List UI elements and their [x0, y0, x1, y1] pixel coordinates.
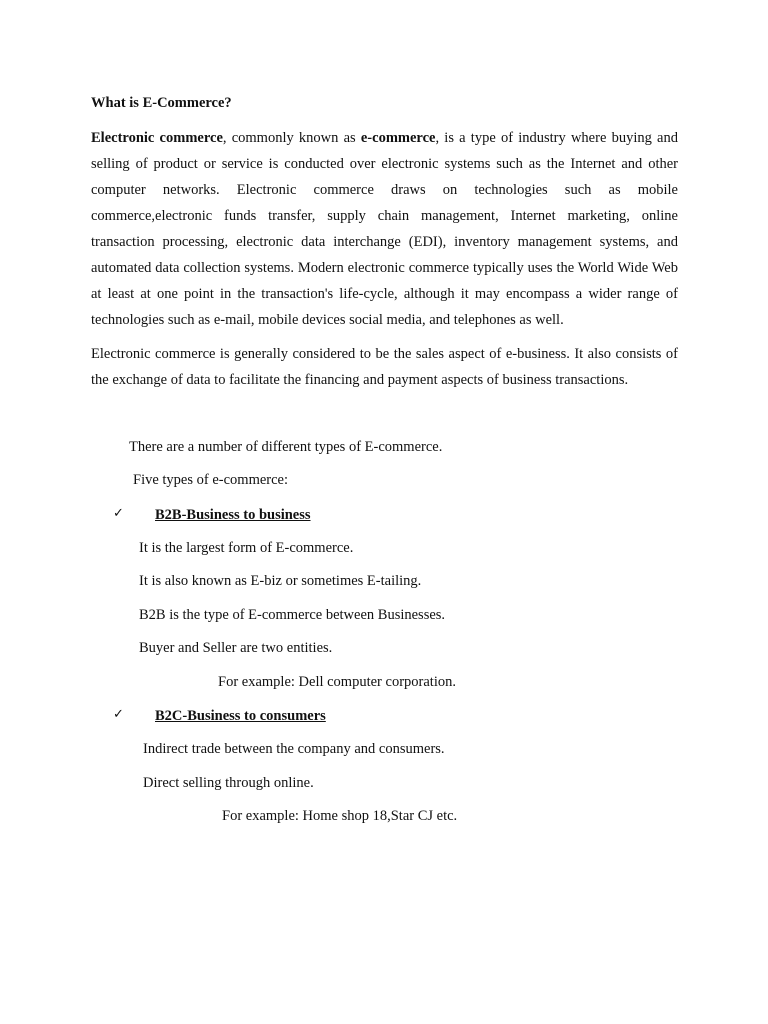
types-count-line: Five types of e-commerce:	[133, 472, 289, 488]
intro-paragraph	[91, 125, 678, 333]
b2b-title: B2B-Business to business	[155, 507, 311, 523]
b2b-line: Buyer and Seller are two entities.	[139, 640, 333, 656]
intro-abbr: e-commerce	[360, 130, 436, 146]
types-intro-line: There are a number of different types of E-commerce.	[129, 439, 443, 455]
b2c-line: Direct selling through online.	[143, 775, 314, 791]
checkmark-icon: ✓	[113, 707, 124, 722]
b2b-example: For example: Dell computer corporation.	[218, 674, 456, 690]
page-heading: What is E-Commerce?	[91, 95, 232, 111]
b2b-line: B2B is the type of E-commerce between Businesses.	[139, 607, 446, 623]
b2c-title: B2C-Business to consumers	[155, 708, 326, 724]
sales-aspect-paragraph: Electronic commerce is generally considered to be the sales aspect of e-business. It also consists of the exchange of data to facilitate the financing and payment aspects of business transactions.	[91, 346, 678, 388]
b2c-line: Indirect trade between the company and consumers.	[143, 741, 445, 757]
b2c-example: For example: Home shop 18,Star CJ etc.	[222, 808, 458, 824]
checkmark-icon: ✓	[113, 506, 124, 521]
intro-body: , is a type of industry where buying and selling of product or service is conducted over electronic systems such as the Internet and other computer networks. Electronic commerce draws on technologies such as mobile commerce,electronic funds transfer, supply chain management, Internet marketing, online transaction processing, electronic data interchange (EDI), inventory management systems, and automated data collection systems. Modern electronic commerce typically uses the World Wide Web at least at one point in the transaction's life-cycle, although it may encompass a wider range of technologies such as e-mail, mobile devices social media, and telephones as well.	[91, 130, 678, 328]
intro-known-as: , commonly known as	[222, 130, 361, 146]
intro-term: Electronic commerce	[91, 130, 223, 146]
b2b-line: It is the largest form of E-commerce.	[139, 540, 354, 556]
b2b-line: It is also known as E-biz or sometimes E-tailing.	[139, 573, 422, 589]
